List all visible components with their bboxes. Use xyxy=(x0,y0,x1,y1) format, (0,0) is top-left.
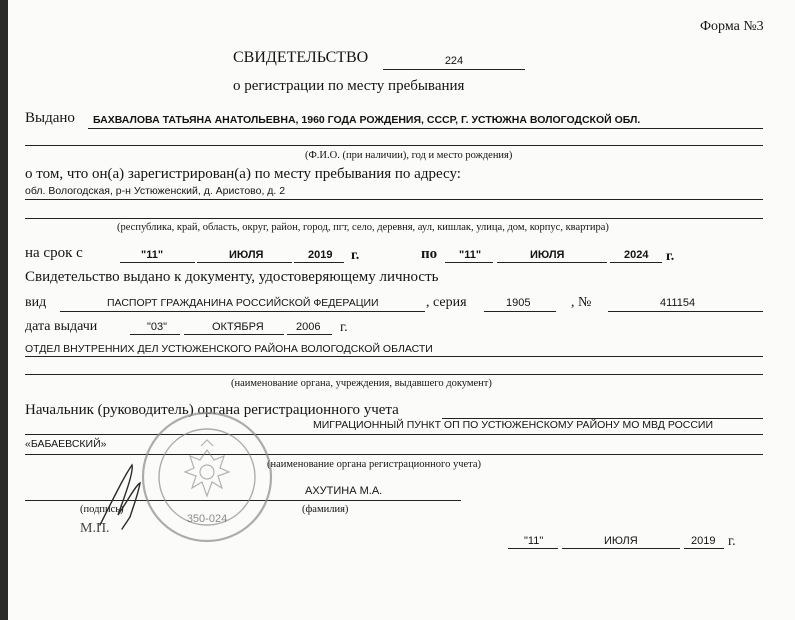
authority-value-1: МИГРАЦИОННЫЙ ПУНКТ ОП ПО УСТЮЖЕНСКОМУ РАЙОНУ МО МВД РОССИИ xyxy=(313,419,714,431)
term-to-year-line xyxy=(610,262,662,263)
address-underline xyxy=(25,199,763,200)
address-caption: (республика, край, область, округ, район, город, пгт, село, деревня, аул, кишлак, улица, дом, корпус, квартира) xyxy=(117,222,609,233)
term-from-year-line xyxy=(294,262,344,263)
certificate-number: 224 xyxy=(444,55,464,67)
sign-day-line xyxy=(508,548,558,549)
term-to-year: 2024 xyxy=(624,249,649,261)
issuer-value: ОТДЕЛ ВНУТРЕННИХ ДЕЛ УСТЮЖЕНСКОГО РАЙОНА ВОЛОГОДСКОЙ ОБЛАСТИ xyxy=(25,343,433,355)
term-to-year-suffix: г. xyxy=(666,249,675,264)
signature-scribble xyxy=(70,455,190,535)
address-value: обл. Вологодская, р-н Устюженский, д. Аристово, д. 2 xyxy=(25,185,286,197)
sign-month-line xyxy=(562,548,680,549)
issuer-line xyxy=(25,356,763,357)
page-subtitle: о регистрации по месту пребывания xyxy=(233,78,465,94)
document-series-value: 1905 xyxy=(506,297,531,309)
address-label: о том, что он(а) зарегистрирован(а) по месту пребывания по адресу: xyxy=(25,166,461,182)
authority-value-2: «БАБАЕВСКИЙ» xyxy=(25,438,107,450)
issue-date-label: дата выдачи xyxy=(25,319,98,334)
document-number-line xyxy=(608,311,763,312)
issue-month: ОКТЯБРЯ xyxy=(212,321,264,333)
document-series-line xyxy=(484,311,556,312)
term-to-day: "11" xyxy=(459,249,482,261)
sign-month: ИЮЛЯ xyxy=(604,535,638,547)
issued-underline xyxy=(88,128,763,129)
issued-label: Выдано xyxy=(25,110,75,126)
sign-year-line xyxy=(684,548,724,549)
sign-day: "11" xyxy=(524,535,544,547)
seal-label: М.П. xyxy=(80,521,110,536)
term-label: на срок с xyxy=(25,245,83,261)
term-to-month: ИЮЛЯ xyxy=(530,249,565,261)
surname-value: АХУТИНА М.А. xyxy=(305,485,383,497)
document-number-value: 411154 xyxy=(660,297,696,309)
document-type-label: вид xyxy=(25,295,47,310)
term-from-year-suffix: г. xyxy=(351,248,360,263)
address-underline-2 xyxy=(25,218,763,219)
sign-year-suffix: г. xyxy=(728,534,736,549)
eagle-emblem-icon xyxy=(185,440,229,496)
document-number-label: , № xyxy=(571,295,592,310)
issue-year: 2006 xyxy=(296,321,321,333)
form-number: Форма №3 xyxy=(700,19,764,34)
term-from-year: 2019 xyxy=(308,249,333,261)
issued-value: БАХВАЛОВА ТАТЬЯНА АНАТОЛЬЕВНА, 1960 ГОДА РОЖДЕНИЯ, СССР, Г. УСТЮЖНА ВОЛОГОДСКОЙ ОБЛ. xyxy=(93,114,641,126)
term-from-month: ИЮЛЯ xyxy=(229,249,264,261)
authority-label: Начальник (руководитель) органа регистрационного учета xyxy=(25,402,399,418)
term-from-month-line xyxy=(197,262,292,263)
stamp-code: 350-024 xyxy=(186,513,228,525)
document-type-line xyxy=(60,311,425,312)
term-from-day-line xyxy=(120,262,195,263)
surname-caption: (фамилия) xyxy=(302,504,349,515)
issue-year-suffix: г. xyxy=(340,320,348,335)
term-to-label: по xyxy=(421,246,438,262)
issue-day: "03" xyxy=(147,321,168,333)
issuer-line-2 xyxy=(25,374,763,375)
term-from-day: "11" xyxy=(141,249,164,261)
issue-year-line xyxy=(287,334,332,335)
authority-caption: (наименование органа регистрационного учета) xyxy=(267,459,482,470)
document-label: Свидетельство выдано к документу, удостоверяющему личность xyxy=(25,269,439,285)
scan-edge xyxy=(0,0,8,620)
document-series-label: , серия xyxy=(426,295,467,310)
sign-year: 2019 xyxy=(691,535,716,547)
term-to-day-line xyxy=(445,262,493,263)
issued-underline-2 xyxy=(25,145,763,146)
issuer-caption: (наименование органа, учреждения, выдавшего документ) xyxy=(231,378,492,389)
signature-caption: (подпись) xyxy=(80,504,124,515)
number-underline xyxy=(383,69,525,70)
issued-caption: (Ф.И.О. (при наличии), год и место рождения) xyxy=(305,150,513,161)
issue-day-line xyxy=(130,334,180,335)
term-to-month-line xyxy=(497,262,607,263)
document-type-value: ПАСПОРТ ГРАЖДАНИНА РОССИЙСКОЙ ФЕДЕРАЦИИ xyxy=(107,297,379,309)
page-title: СВИДЕТЕЛЬСТВО xyxy=(233,49,369,66)
authority-line-2 xyxy=(25,434,763,435)
issue-month-line xyxy=(184,334,284,335)
